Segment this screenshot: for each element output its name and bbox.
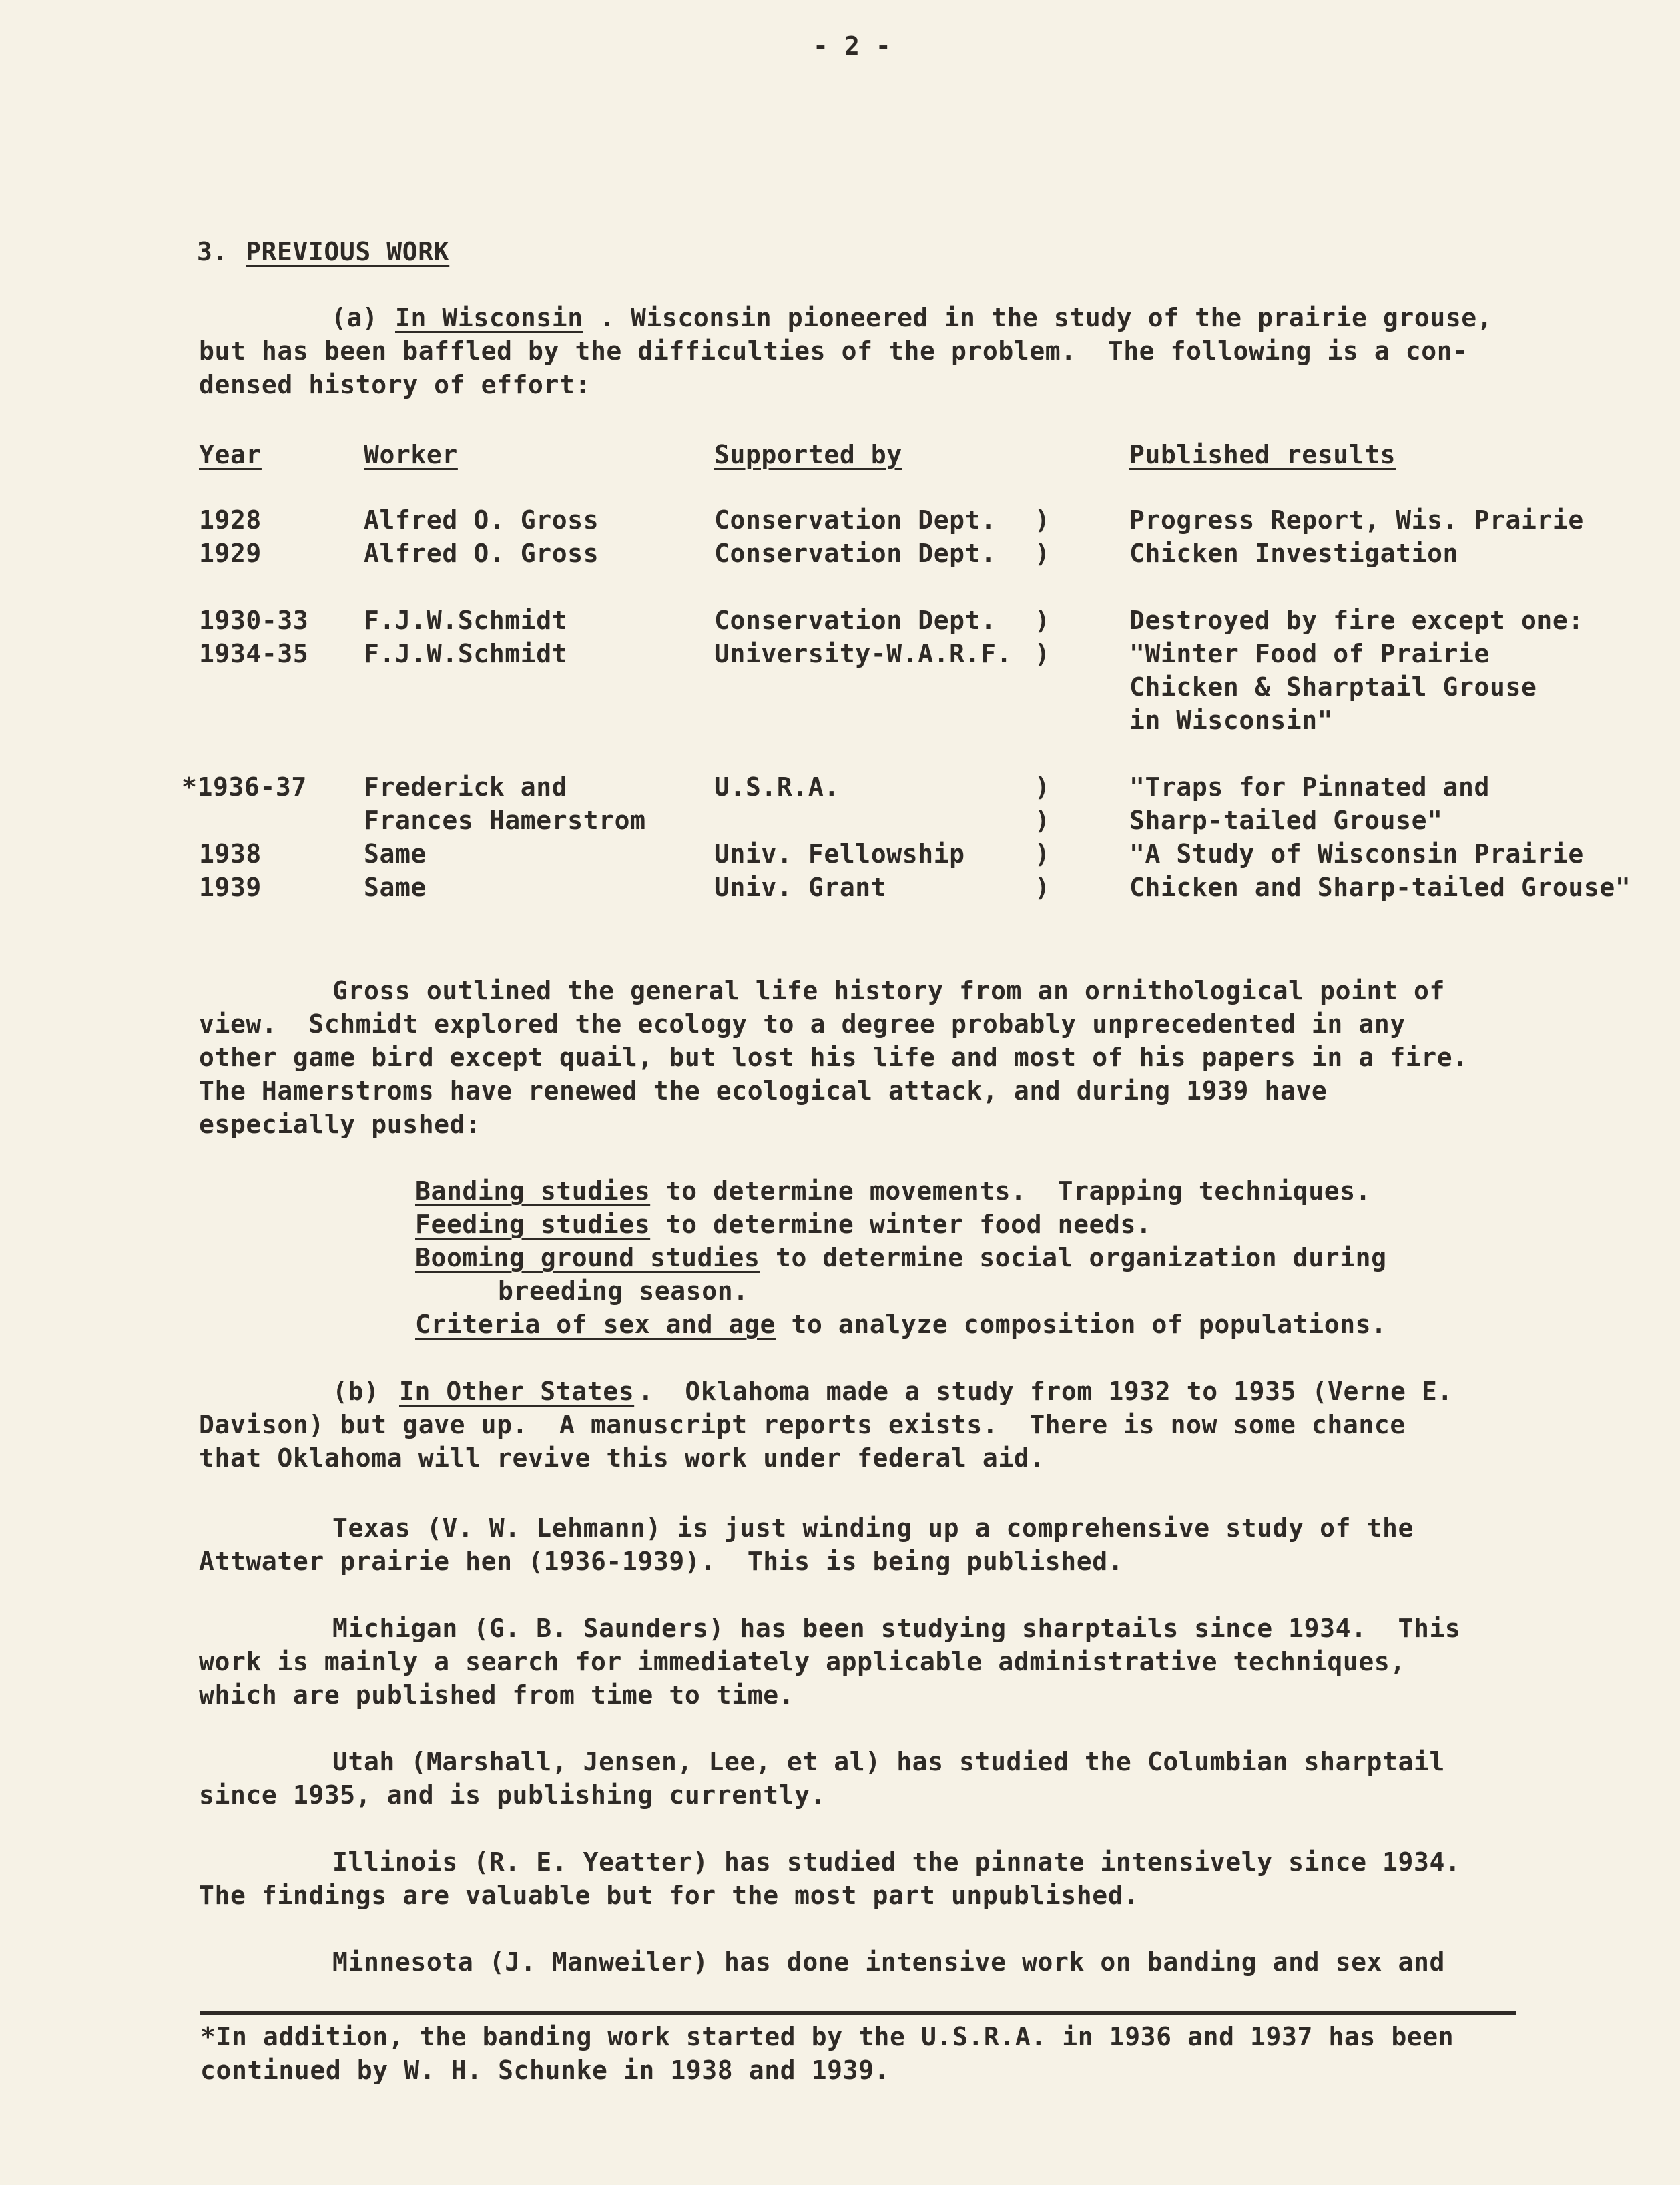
table-header-worker: Worker	[364, 440, 458, 469]
table-cell-bracket: )	[1035, 806, 1051, 835]
table-cell-result: "A Study of Wisconsin Prairie	[1129, 839, 1584, 869]
table-cell-bracket: )	[1035, 605, 1051, 635]
study-description: to determine movements. Trapping techniques.	[650, 1176, 1372, 1206]
paragraph-line: work is mainly a search for immediately applicable administrative techniques,	[199, 1647, 1406, 1676]
table-cell-bracket: )	[1035, 505, 1051, 535]
table-cell-bracket: )	[1035, 839, 1051, 869]
table-cell-year: *1936-37	[182, 772, 307, 802]
paragraph-line: which are published from time to time.	[199, 1680, 795, 1710]
section-number: 3.	[197, 237, 228, 266]
table-cell-year: 1930-33	[199, 605, 309, 635]
table-cell-result: Progress Report, Wis. Prairie	[1129, 505, 1584, 535]
table-cell-bracket: )	[1035, 873, 1051, 902]
paragraph-line: Texas (V. W. Lehmann) is just winding up a comprehensive study of the	[332, 1513, 1414, 1543]
study-description: to analyze composition of populations.	[776, 1310, 1387, 1339]
table-cell-result: Chicken Investigation	[1129, 539, 1459, 568]
intro-label: (a)	[331, 303, 378, 332]
table-cell-worker: Alfred O. Gross	[364, 505, 599, 535]
paragraph-line: The findings are valuable but for the most part unpublished.	[199, 1881, 1139, 1910]
paragraph-line: that Oklahoma will revive this work under federal aid.	[199, 1443, 1045, 1473]
table-cell-year: 1939	[199, 873, 262, 902]
table-cell-result: Sharp-tailed Grouse"	[1129, 806, 1443, 835]
table-cell-supported: Univ. Fellowship	[714, 839, 965, 869]
table-cell-supported: Conservation Dept.	[714, 605, 997, 635]
table-cell-worker: F.J.W.Schmidt	[364, 605, 568, 635]
paragraph-line: The Hamerstroms have renewed the ecological attack, and during 1939 have	[199, 1076, 1328, 1106]
study-term: Criteria of sex and age	[415, 1310, 776, 1339]
study-term: Booming ground studies	[415, 1243, 760, 1272]
table-header-supported: Supported by	[714, 440, 902, 469]
paragraph-line: Davison) but gave up. A manuscript reports exists. There is now some chance	[199, 1410, 1406, 1439]
paragraph-line: especially pushed:	[199, 1110, 481, 1139]
list-item	[415, 1308, 1387, 1341]
table-cell-worker: Alfred O. Gross	[364, 539, 599, 568]
table-cell-supported: Univ. Grant	[714, 873, 887, 902]
footnote-line: *In addition, the banding work started by the U.S.R.A. in 1936 and 1937 has been	[200, 2022, 1454, 2051]
table-cell-supported: Conservation Dept.	[714, 539, 997, 568]
study-term: Feeding studies	[415, 1210, 651, 1239]
paragraph-line: Gross outlined the general life history from an ornithological point of	[332, 976, 1445, 1005]
table-cell-supported: Conservation Dept.	[714, 505, 997, 535]
table-cell-year: 1928	[199, 505, 262, 535]
list-item	[415, 1208, 1151, 1241]
study-term: Banding studies	[415, 1176, 651, 1206]
table-cell-result: "Winter Food of Prairie	[1129, 639, 1490, 668]
paragraph-line: . Oklahoma made a study from 1932 to 1935 (Verne E.	[638, 1377, 1453, 1406]
footnote-line: continued by W. H. Schunke in 1938 and 1939.	[200, 2055, 890, 2085]
table-cell-result: Chicken & Sharptail Grouse	[1129, 672, 1537, 702]
table-cell-result: in Wisconsin"	[1129, 706, 1334, 735]
paragraph-line: view. Schmidt explored the ecology to a degree probably unprecedented in any	[199, 1009, 1406, 1039]
other-states-label: (b)	[332, 1377, 380, 1406]
study-description: to determine social organization during	[760, 1243, 1387, 1272]
table-header-year: Year	[199, 440, 262, 469]
table-cell-supported: University-W.A.R.F.	[714, 639, 1013, 668]
table-cell-worker: Same	[364, 873, 427, 902]
page-number: - 2 -	[813, 31, 892, 61]
paragraph-line: since 1935, and is publishing currently.	[199, 1780, 826, 1810]
study-description: breeding season.	[498, 1276, 749, 1306]
study-description: to determine winter food needs.	[650, 1210, 1152, 1239]
intro-heading: In Wisconsin	[395, 303, 583, 332]
table-cell-bracket: )	[1035, 772, 1051, 802]
list-item	[415, 1174, 1371, 1208]
table-cell-worker: Frederick and	[364, 772, 568, 802]
paragraph-line: Michigan (G. B. Saunders) has been studying sharptails since 1934. This	[332, 1614, 1461, 1643]
list-item	[415, 1241, 1387, 1274]
table-cell-supported: U.S.R.A.	[714, 772, 840, 802]
table-cell-year: 1929	[199, 539, 262, 568]
table-cell-bracket: )	[1035, 639, 1051, 668]
table-cell-worker: Same	[364, 839, 427, 869]
table-cell-worker: F.J.W.Schmidt	[364, 639, 568, 668]
table-header-results: Published results	[1129, 440, 1396, 469]
paragraph-line: Illinois (R. E. Yeatter) has studied the pinnate intensively since 1934.	[332, 1847, 1461, 1877]
table-cell-result: Chicken and Sharp-tailed Grouse"	[1129, 873, 1631, 902]
list-item	[498, 1274, 749, 1308]
table-cell-worker: Frances Hamerstrom	[364, 806, 646, 835]
intro-line: . Wisconsin pioneered in the study of the prairie grouse,	[599, 303, 1493, 332]
table-cell-bracket: )	[1035, 539, 1051, 568]
paragraph-line: Attwater prairie hen (1936-1939). This is being published.	[199, 1547, 1124, 1576]
footnote-divider	[200, 2011, 1516, 2015]
intro-line: but has been baffled by the difficulties of the problem. The following is a con-	[199, 336, 1468, 366]
table-cell-year: 1938	[199, 839, 262, 869]
table-cell-result: Destroyed by fire except one:	[1129, 605, 1584, 635]
other-states-heading: In Other States	[399, 1377, 635, 1406]
paragraph-line: Minnesota (J. Manweiler) has done intensive work on banding and sex and	[332, 1947, 1445, 1977]
table-cell-result: "Traps for Pinnated and	[1129, 772, 1490, 802]
table-cell-year: 1934-35	[199, 639, 309, 668]
paragraph-line: Utah (Marshall, Jensen, Lee, et al) has studied the Columbian sharptail	[332, 1747, 1445, 1776]
intro-line: densed history of effort:	[199, 370, 591, 399]
paragraph-line: other game bird except quail, but lost his life and most of his papers in a fire.	[199, 1043, 1468, 1072]
section-title: PREVIOUS WORK	[246, 237, 450, 266]
